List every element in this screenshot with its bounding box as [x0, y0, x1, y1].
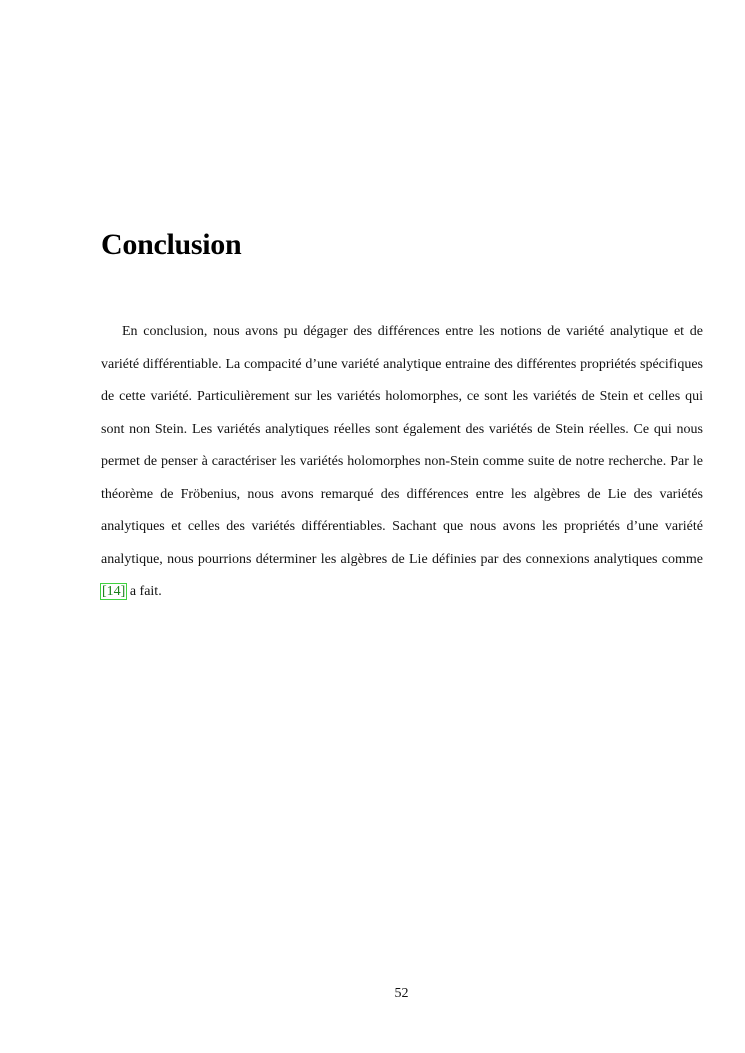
paragraph-text-after-citation: a fait. [126, 584, 162, 599]
conclusion-paragraph [101, 316, 703, 609]
citation-link[interactable]: [14] [102, 584, 126, 599]
chapter-title: Conclusion [101, 228, 242, 261]
paragraph-text-before-citation: En conclusion, nous avons pu dégager des différences entre les notions de variété analytique et de variété différentiable. La compacité d’une variété analytique entraine des différentes propriétés spécifiques de cette variété. Particulièrement sur les variétés holomorphes, ce sont les variétés de Stein et celles qui sont non Stein. Les variétés analytiques réelles sont également des variétés de Stein réelles. Ce qui nous permet de penser à caractériser les variétés holomorphes non-Stein comme suite de notre recherche. Par le théorème de Fröbenius, nous avons remarqué des différences entre les algèbres de Lie des variétés analytiques et celles des variétés différentiables. Sachant que nous avons les propriétés d’une variété analytique, nous pourrions déterminer les algèbres de Lie définies par des connexions analytiques comme [101, 324, 703, 567]
page-number: 52 [394, 986, 409, 1001]
